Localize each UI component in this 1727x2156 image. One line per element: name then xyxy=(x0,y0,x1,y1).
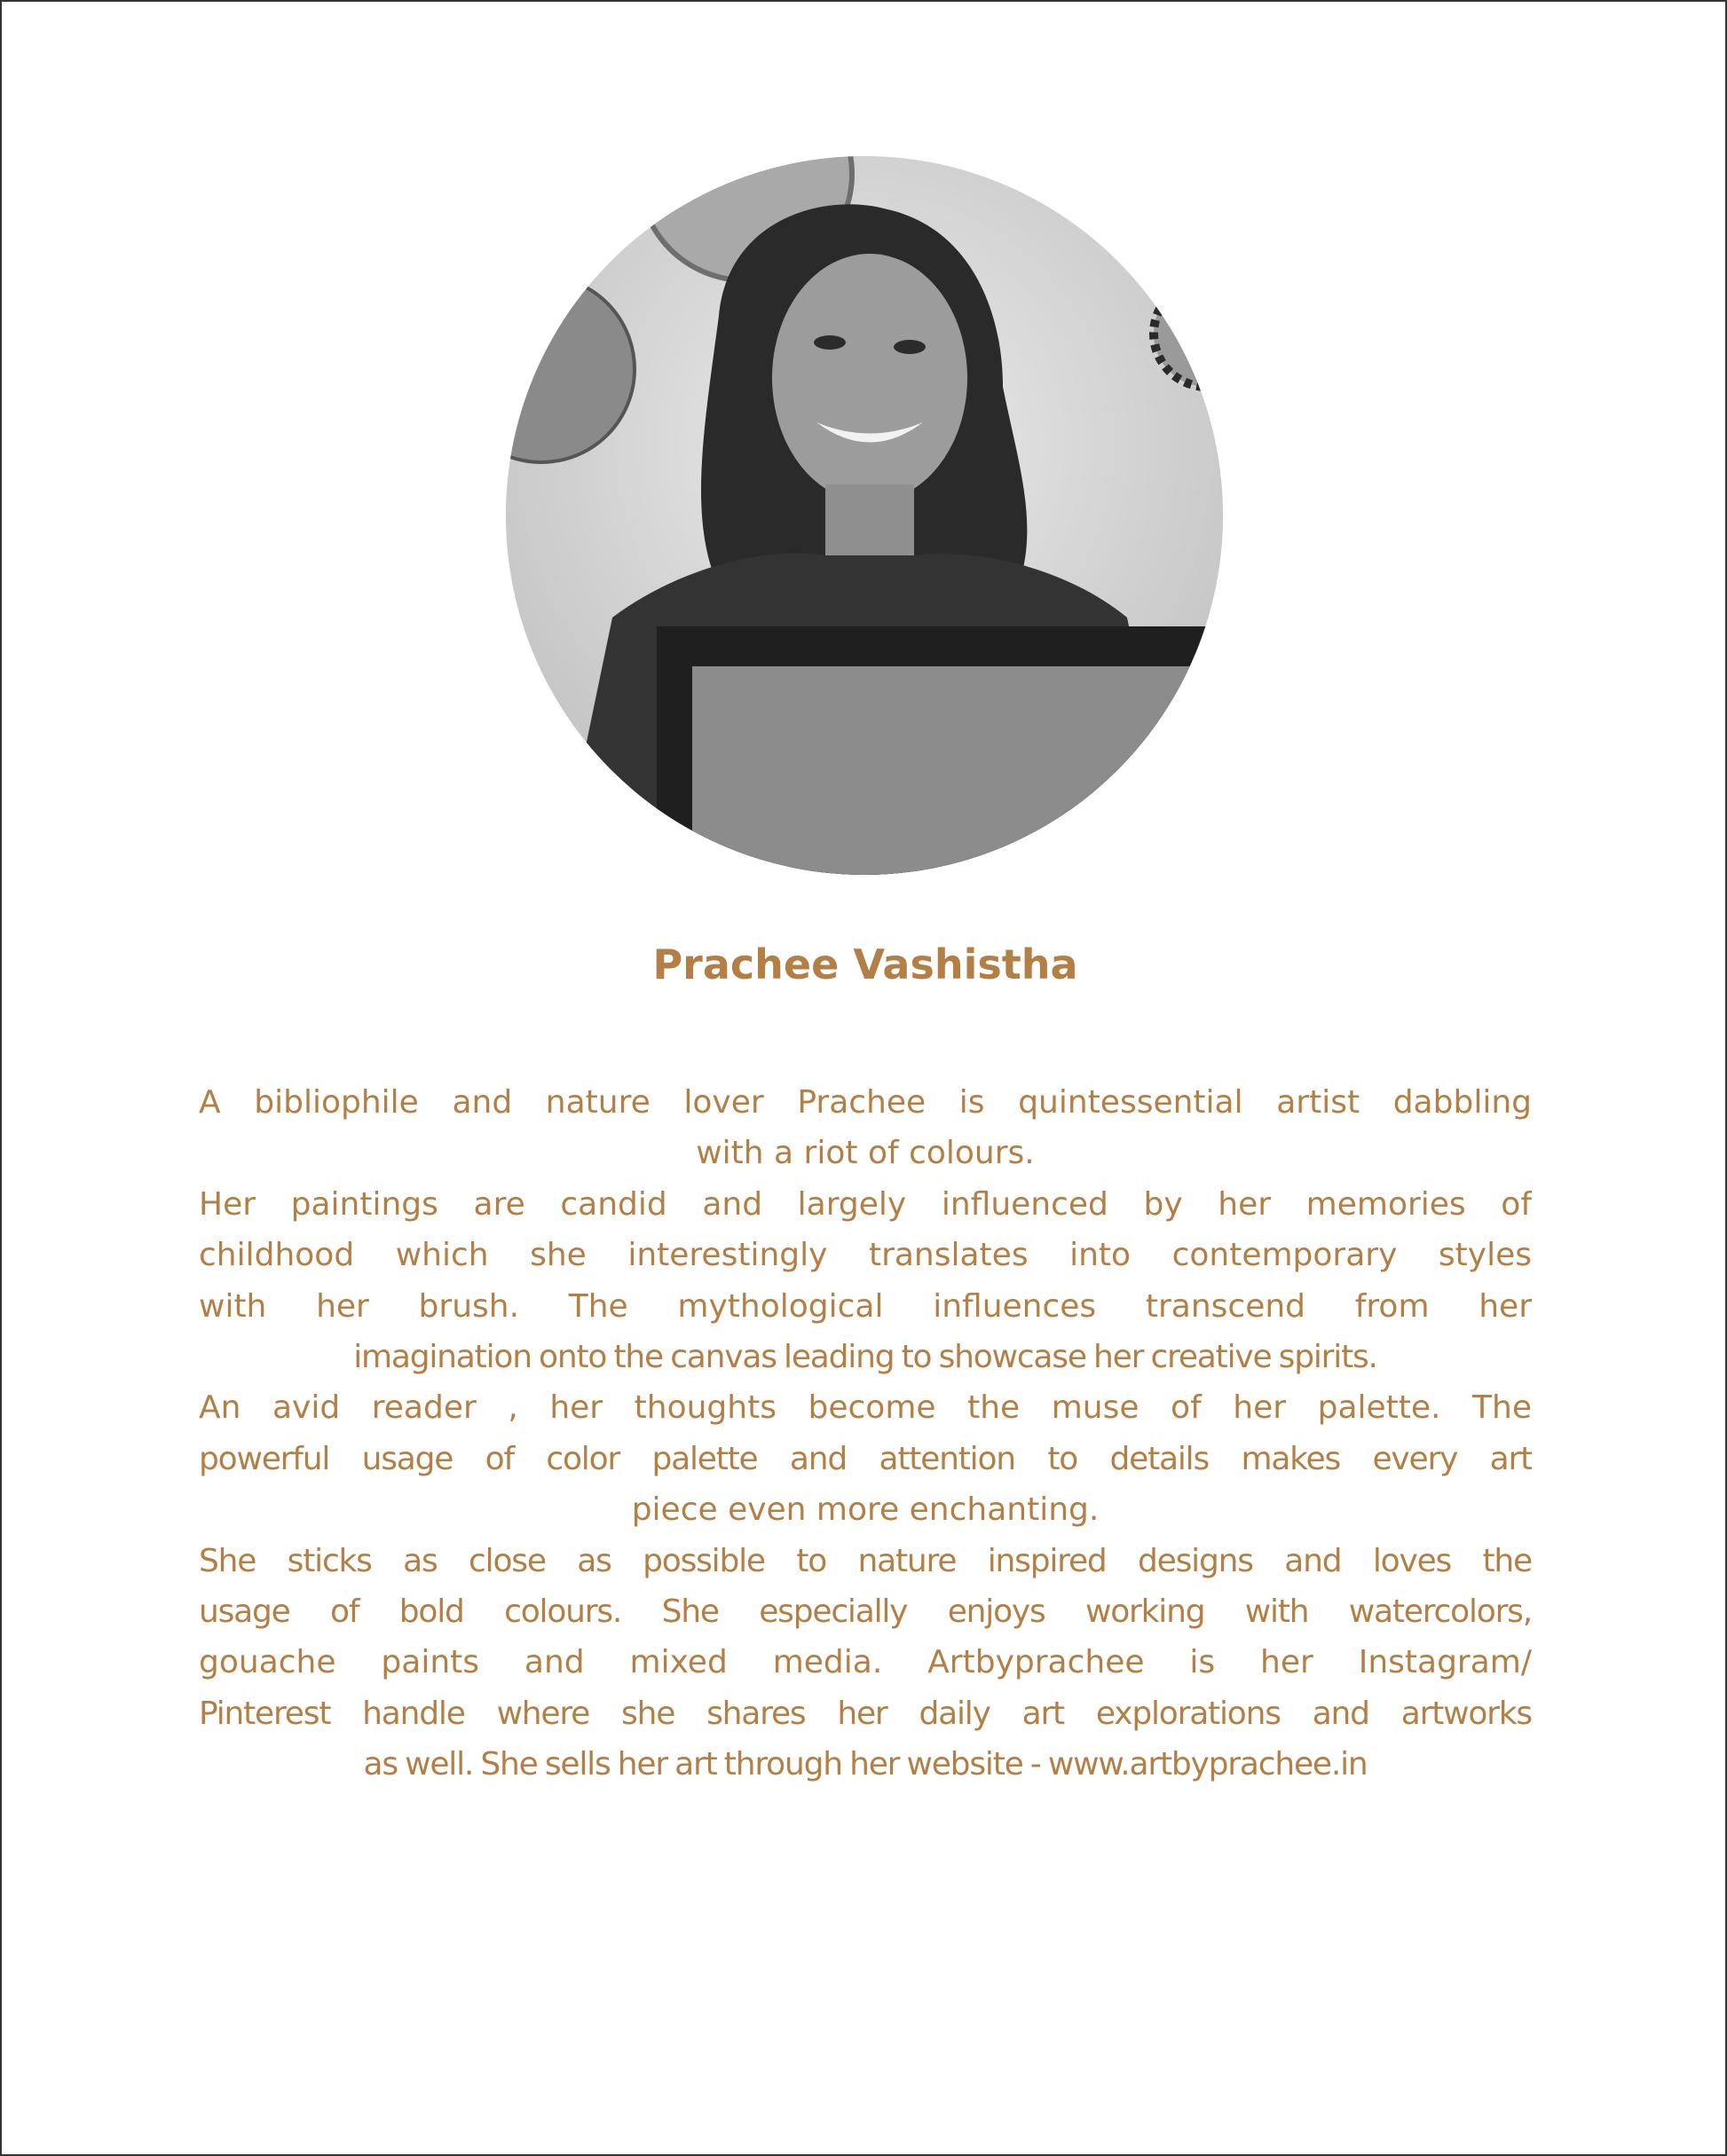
bio-line: A bibliophile and nature lover Prachee is quintessential artist dabbling xyxy=(199,1084,1532,1121)
bio-line: Pinterest handle where she shares her daily art explorations and artworks xyxy=(199,1695,1532,1732)
painting-canvas xyxy=(692,666,1223,875)
bio-line: Her paintings are candid and largely influenced by her memories of xyxy=(199,1185,1532,1223)
face-shape xyxy=(772,254,967,502)
wall-plate-right xyxy=(1154,280,1223,387)
bio-line: childhood which she interestingly translates into contemporary styles xyxy=(199,1237,1532,1274)
bio-line: piece even more enchanting. xyxy=(631,1491,1100,1529)
bio-line: She sticks as close as possible to nature inspired designs and loves the xyxy=(199,1542,1532,1579)
bio-line: gouache paints and mixed media. Artbyprachee is her Instagram/ xyxy=(199,1644,1532,1681)
bio-line-website: as well. She sells her art through her website - www.artbyprachee.in xyxy=(363,1746,1368,1783)
bio-line: usage of bold colours. She especially enjoys working with watercolors, xyxy=(199,1593,1532,1630)
artist-bio xyxy=(199,1077,1532,1790)
bio-line: with a riot of colours. xyxy=(696,1135,1035,1172)
bio-line: powerful usage of color palette and attention to details makes every art xyxy=(199,1440,1532,1477)
bio-line: imagination onto the canvas leading to showcase her creative spirits. xyxy=(353,1338,1377,1375)
portrait-photo xyxy=(506,156,1223,875)
artist-name: Prachee Vashistha xyxy=(652,940,1078,988)
bio-line: An avid reader , her thoughts become the muse of her palette. The xyxy=(199,1389,1532,1427)
portrait-image xyxy=(506,156,1223,875)
bio-line: with her brush. The mythological influences transcend from her xyxy=(199,1287,1532,1325)
